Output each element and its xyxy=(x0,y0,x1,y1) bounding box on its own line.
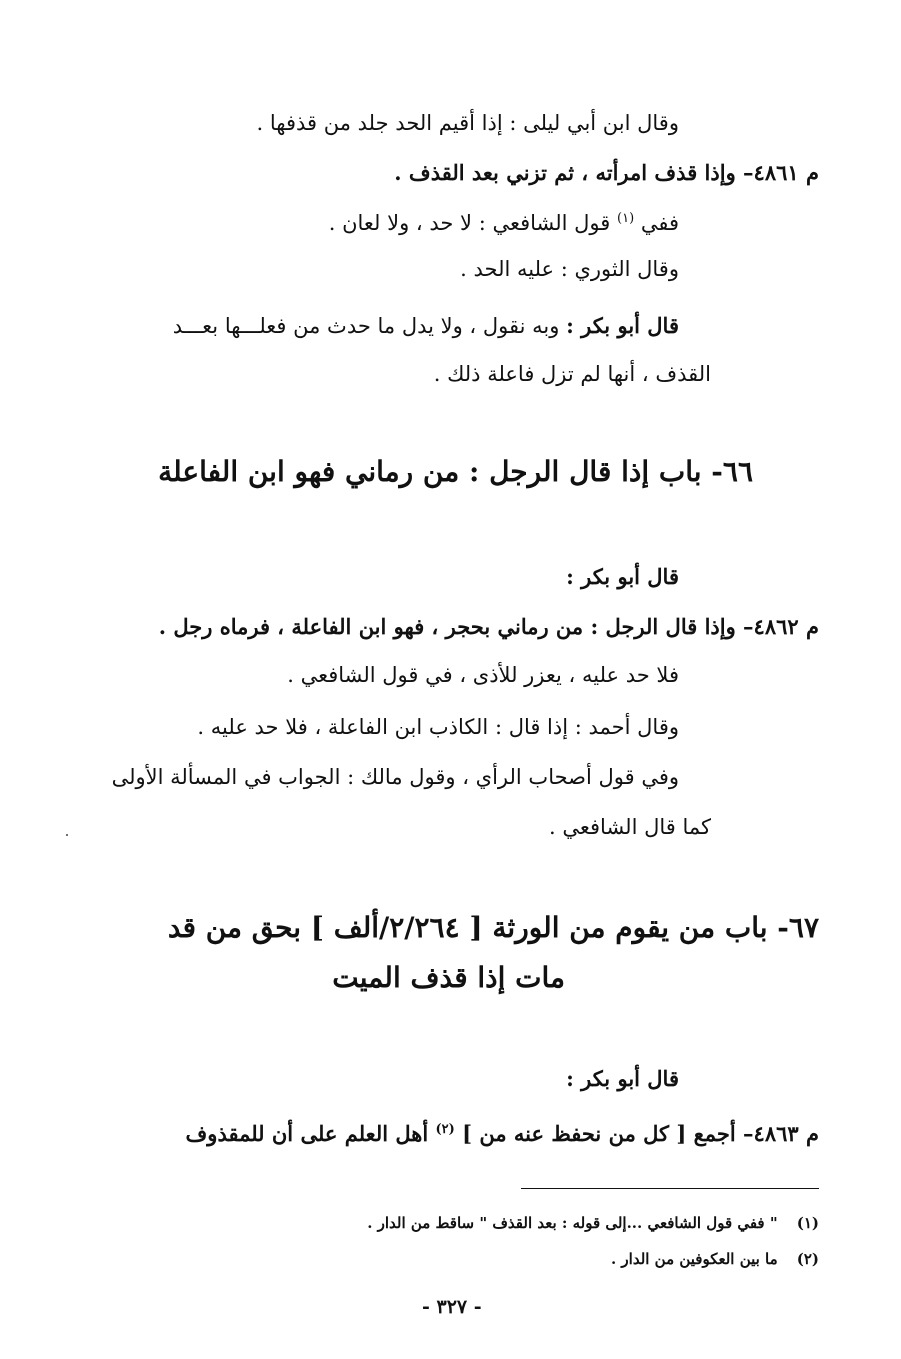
chapter-67-heading-line-1: ٦٧- باب من يقوم من الورثة [ ٢/٢٦٤/ألف ] بحق من قد xyxy=(167,911,819,944)
paragraph-text: أهل العلم على أن للمقذوف xyxy=(185,1121,429,1146)
issue-4862: م ٤٨٦٢– وإذا قال الرجل : من رماني بحجر ، فهو ابن الفاعلة ، فرماه رجل . xyxy=(158,614,819,639)
paragraph-abu-bakr-1 xyxy=(173,311,679,341)
footnote-1 xyxy=(367,1212,819,1234)
chapter-67-heading-line-2: مات إذا قذف الميت xyxy=(332,961,565,994)
footnote-2 xyxy=(611,1248,819,1270)
paragraph-ashab-al-ray-cont: كما قال الشافعي . xyxy=(549,815,711,839)
paragraph-no-hadd: فلا حد عليه ، يعزر للأذى ، في قول الشافعي . xyxy=(287,663,679,687)
footnote-text: ما بين العكوفين من الدار . xyxy=(610,1250,778,1268)
footnote-number: (٢) xyxy=(796,1250,819,1268)
paragraph-shafii-opinion xyxy=(329,204,679,238)
page-number: - ٣٢٧ - xyxy=(422,1296,482,1318)
paragraph-abu-bakr-1-cont: القذف ، أنها لم تزل فاعلة ذلك . xyxy=(433,362,711,386)
footnote-ref-1: (١) xyxy=(617,211,635,226)
issue-4863 xyxy=(186,1115,819,1149)
paragraph-text: وبه نقول ، ولا يدل ما حدث من فعلـــها بعـــد xyxy=(172,314,560,338)
paragraph-ahmad-opinion: وقال أحمد : إذا قال : الكاذب ابن الفاعلة ، فلا حد عليه . xyxy=(197,715,679,739)
paragraph-prefix: ففي xyxy=(640,211,679,235)
footnote-number: (١) xyxy=(796,1214,819,1232)
paragraph-prefix: م ٤٨٦٣– أجمع [ كل من نحفظ عنه من ] xyxy=(462,1121,819,1146)
footnote-ref-2: (٢) xyxy=(435,1122,455,1137)
abu-bakr-label-3: قال أبو بكر : xyxy=(566,1066,679,1091)
paragraph-ibn-abi-layla: وقال ابن أبي ليلى : إذا أقيم الحد جلد من قذفها . xyxy=(256,111,679,135)
scan-speck xyxy=(66,834,68,836)
paragraph-thawri-opinion: وقال الثوري : عليه الحد . xyxy=(460,257,679,281)
footnote-text: " ففي قول الشافعي ...إلى قوله : بعد القذف " ساقط من الدار . xyxy=(367,1214,778,1232)
issue-4861: م ٤٨٦١– وإذا قذف امرأته ، ثم تزني بعد القذف . xyxy=(394,160,819,185)
chapter-66-heading: ٦٦- باب إذا قال الرجل : من رماني فهو ابن الفاعلة xyxy=(158,455,753,488)
paragraph-text: قول الشافعي : لا حد ، ولا لعان . xyxy=(328,211,611,235)
paragraph-ashab-al-ray: وفي قول أصحاب الرأي ، وقول مالك : الجواب في المسألة الأولى xyxy=(111,765,679,789)
abu-bakr-label-2: قال أبو بكر : xyxy=(566,564,679,589)
speaker-label: قال أبو بكر : xyxy=(566,313,679,338)
footnote-separator xyxy=(521,1188,819,1189)
